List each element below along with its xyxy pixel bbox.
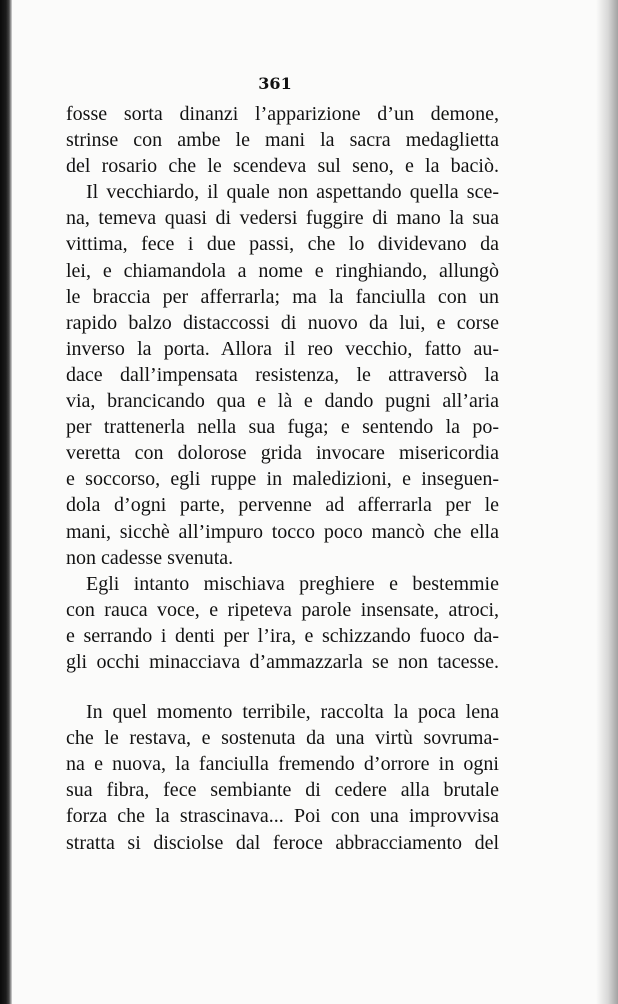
text-line: con rauca voce, e ripeteva parole insensate, atroci, bbox=[66, 598, 499, 621]
text-line: fosse sorta dinanzi l’apparizione d’un demone, bbox=[66, 103, 499, 125]
text-line: inverso la porta. Allora il reo vecchio, fatto au- bbox=[66, 337, 499, 360]
paragraph bbox=[66, 571, 499, 675]
text-line: dace dall’impensata resistenza, le attraversò la bbox=[66, 363, 499, 386]
text-line: mani, sicchè all’impuro tocco poco mancò che ella bbox=[66, 520, 499, 543]
paragraph bbox=[66, 101, 499, 179]
text-line: non cadesse svenuta. bbox=[66, 546, 234, 569]
text-line: gli occhi minacciava d’ammazzarla se non tacesse. bbox=[66, 650, 499, 673]
text-line: dola d’ogni parte, pervenne ad afferrarla per le bbox=[66, 494, 499, 517]
text-line: sua fibra, fece sembiante di cedere alla brutale bbox=[66, 779, 499, 802]
text-line: veretta con dolorose grida invocare misericordia bbox=[66, 442, 499, 465]
text-line: stratta si disciolse dal feroce abbracciamento del bbox=[66, 831, 499, 854]
text-line: na e nuova, la fanciulla fremendo d’orrore in ogni bbox=[66, 753, 499, 776]
text-line: vittima, fece i due passi, che lo dividevano da bbox=[66, 233, 499, 256]
paragraph bbox=[66, 699, 499, 856]
text-line: forza che la strascinava... Poi con una improvvisa bbox=[66, 805, 499, 828]
page-edge-shadow bbox=[596, 0, 618, 1004]
text-line: lei, e chiamandola a nome e ringhiando, allungò bbox=[66, 259, 499, 282]
paragraph bbox=[66, 179, 499, 570]
text-line: e serrando i denti per l’ira, e schizzando fuoco da- bbox=[66, 624, 499, 647]
text-line: na, temeva quasi di vedersi fuggire di mano la sua bbox=[66, 207, 499, 230]
text-line: le braccia per afferrarla; ma la fanciulla con un bbox=[66, 285, 499, 308]
text-line: del rosario che le scendeva sul seno, e la baciò. bbox=[66, 155, 499, 178]
page-binding-edge bbox=[0, 0, 12, 1004]
page-number: 361 bbox=[258, 74, 292, 93]
text-line: via, brancicando qua e là e dando pugni all’aria bbox=[66, 390, 499, 413]
text-line: che le restava, e sostenuta da una virtù sovruma- bbox=[66, 727, 499, 750]
body-text bbox=[66, 101, 499, 856]
text-line: per trattenerla nella sua fuga; e sentendo la po- bbox=[66, 416, 499, 439]
text-line: strinse con ambe le mani la sacra medaglietta bbox=[66, 129, 499, 152]
text-line: e soccorso, egli ruppe in maledizioni, e inseguen- bbox=[66, 468, 499, 491]
text-line: Egli intanto mischiava preghiere e bestemmie bbox=[86, 572, 499, 595]
paragraph-spacer bbox=[66, 675, 499, 699]
text-line: Il vecchiardo, il quale non aspettando quella sce- bbox=[86, 181, 499, 204]
text-line: In quel momento terribile, raccolta la poca lena bbox=[86, 701, 499, 724]
text-line: rapido balzo distaccossi di nuovo da lui, e corse bbox=[66, 311, 499, 334]
